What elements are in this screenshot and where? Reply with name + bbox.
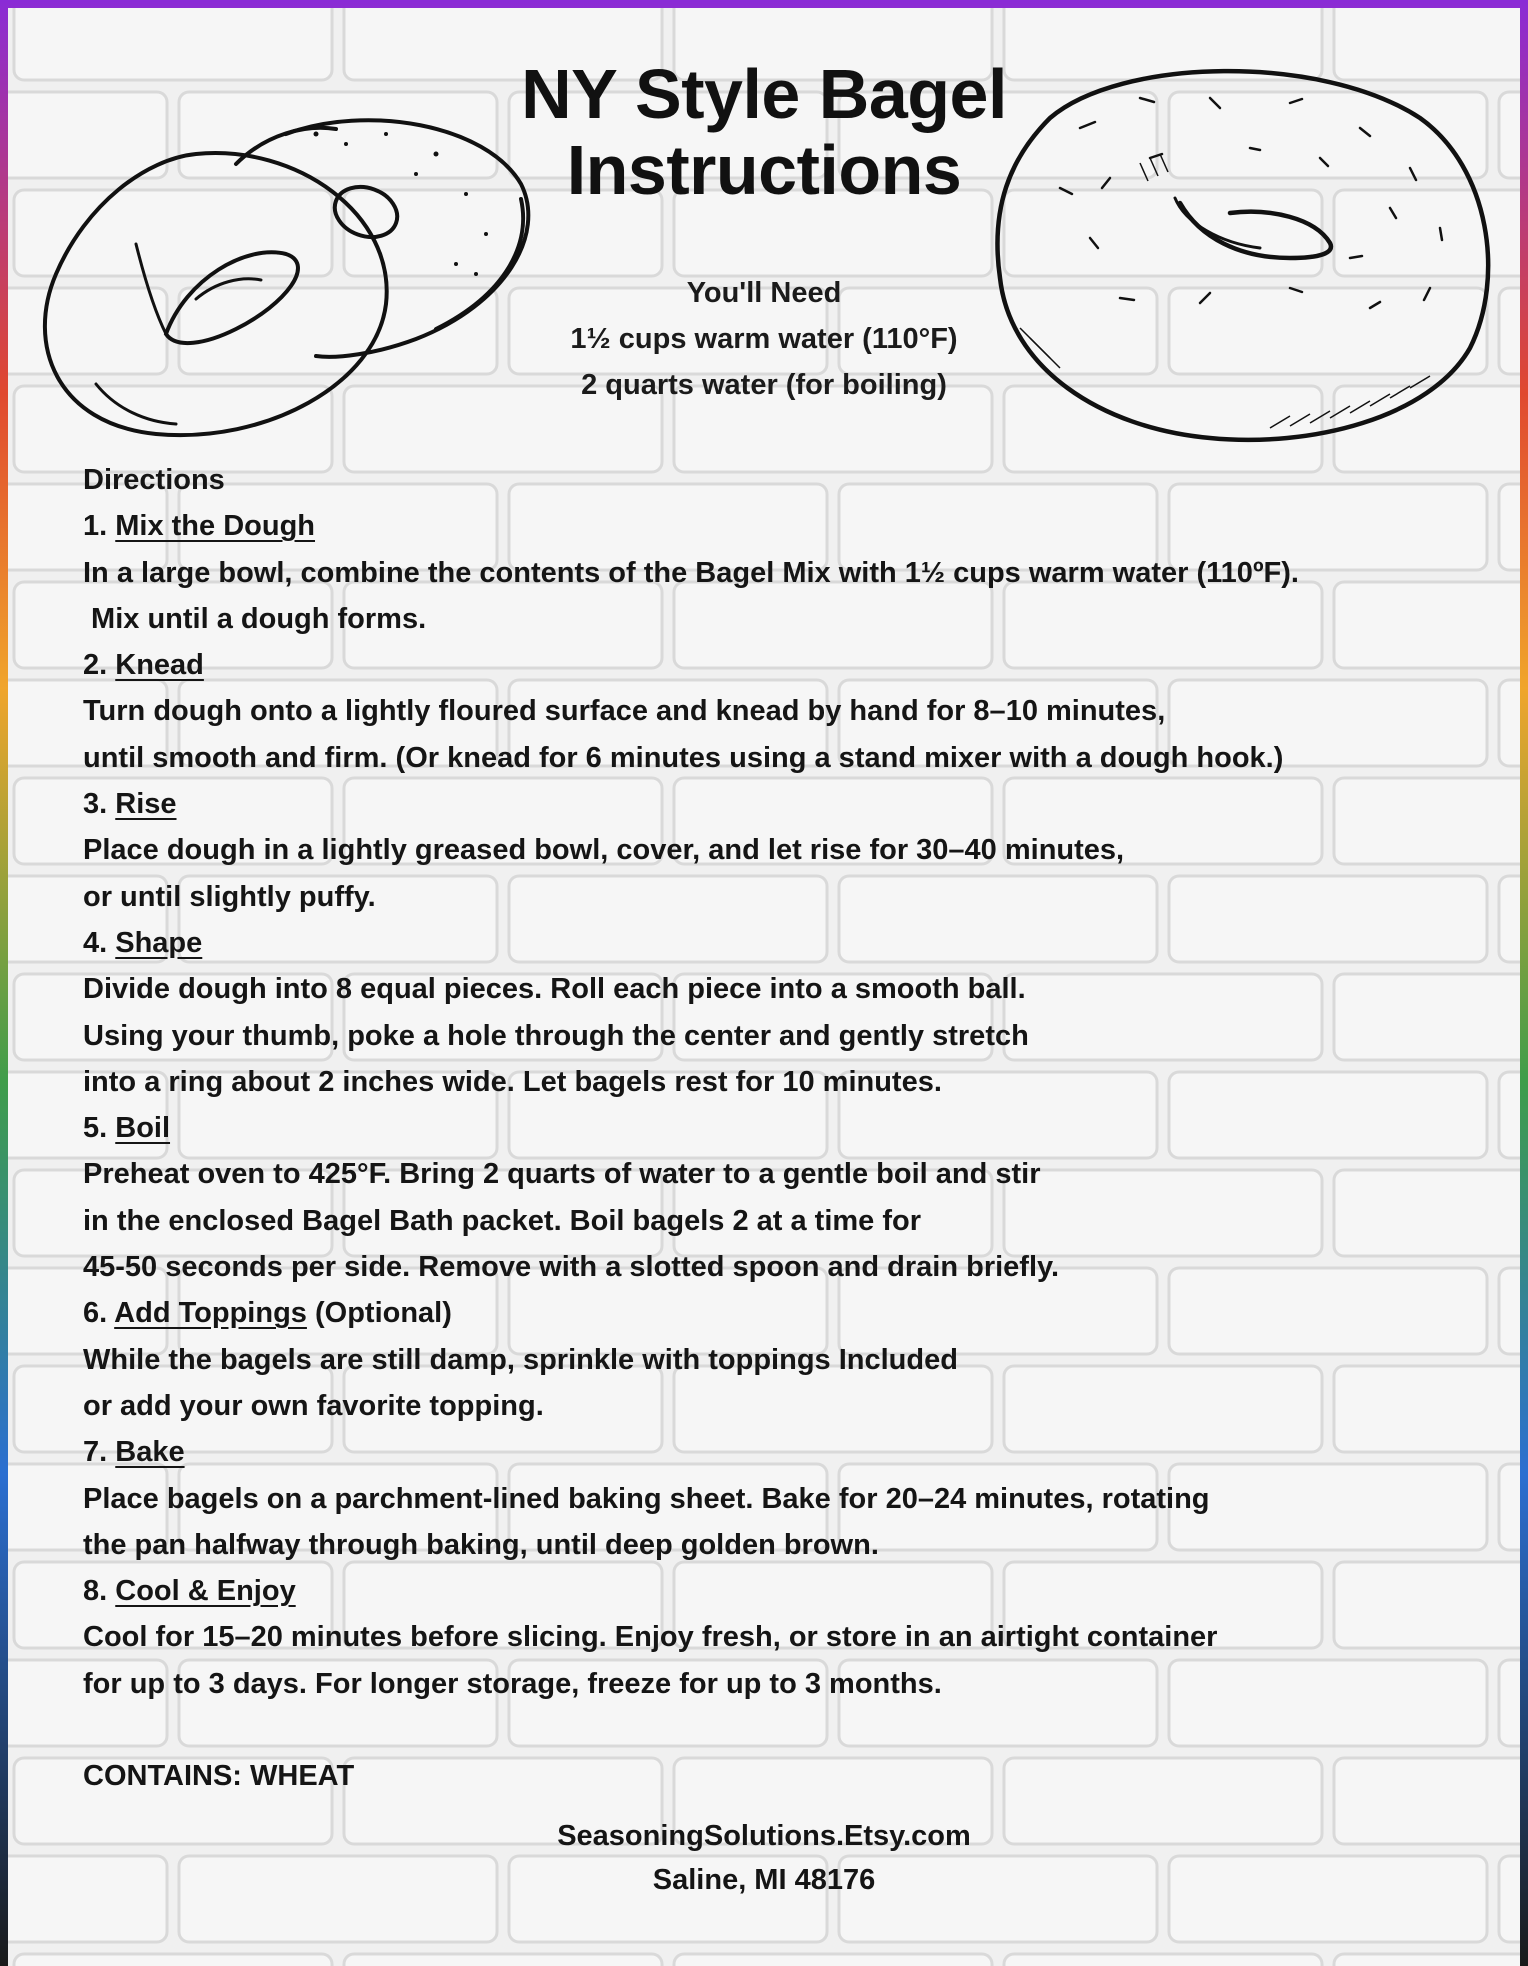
step-heading bbox=[83, 920, 1483, 966]
step-text-line: in the enclosed Bagel Bath packet. Boil bagels 2 at a time for bbox=[83, 1204, 921, 1237]
step-number: 5. bbox=[83, 1112, 108, 1145]
step-number: 2. bbox=[83, 649, 108, 682]
step-name: Mix the Dough bbox=[115, 510, 316, 543]
spacer bbox=[83, 1707, 1483, 1753]
step-heading bbox=[83, 1290, 1483, 1336]
step-heading bbox=[83, 1429, 1483, 1475]
page-title bbox=[8, 56, 1520, 208]
step-note: (Optional) bbox=[314, 1297, 452, 1330]
needs-item: 1½ cups warm water (110°F) bbox=[570, 323, 958, 355]
step-number: 7. bbox=[83, 1436, 108, 1469]
step-text-line: Mix until a dough forms. bbox=[83, 602, 427, 635]
footer-location: Saline, MI 48176 bbox=[652, 1864, 876, 1896]
step-text-line: While the bagels are still damp, sprinkle with toppings Included bbox=[83, 1343, 958, 1376]
footer bbox=[8, 1814, 1520, 1902]
step-name: Bake bbox=[115, 1436, 185, 1469]
step-text-line: Place bagels on a parchment-lined baking sheet. Bake for 20–24 minutes, rotating bbox=[83, 1482, 1210, 1515]
step-name: Knead bbox=[115, 649, 204, 682]
step-number: 3. bbox=[83, 788, 108, 821]
allergen-notice: CONTAINS: WHEAT bbox=[83, 1760, 355, 1793]
step-name: Cool & Enjoy bbox=[115, 1575, 296, 1608]
step-text-line: until smooth and firm. (Or knead for 6 minutes using a stand mixer with a dough hook.) bbox=[83, 741, 1284, 774]
step-heading bbox=[83, 1568, 1483, 1614]
step-name: Shape bbox=[115, 926, 203, 959]
step-text-line: or until slightly puffy. bbox=[83, 880, 376, 913]
step-text-line: Using your thumb, poke a hole through the center and gently stretch bbox=[83, 1019, 1029, 1052]
step-text-line: Place dough in a lightly greased bowl, cover, and let rise for 30–40 minutes, bbox=[83, 834, 1125, 867]
step-heading bbox=[83, 642, 1483, 688]
step-text-line: or add your own favorite topping. bbox=[83, 1389, 544, 1422]
directions-heading: Directions bbox=[83, 464, 225, 496]
step-text-line: Preheat oven to 425°F. Bring 2 quarts of water to a gentle boil and stir bbox=[83, 1158, 1041, 1191]
step-text-line: Divide dough into 8 equal pieces. Roll each piece into a smooth ball. bbox=[83, 973, 1026, 1006]
title-line-1: NY Style Bagel bbox=[521, 55, 1007, 133]
title-line-2: Instructions bbox=[566, 131, 962, 209]
footer-website: SeasoningSolutions.Etsy.com bbox=[557, 1820, 971, 1852]
needs-item: 2 quarts water (for boiling) bbox=[581, 369, 947, 401]
step-text-line: In a large bowl, combine the contents of the Bagel Mix with 1½ cups warm water (110ºF). bbox=[83, 556, 1299, 589]
needs-heading: You'll Need bbox=[686, 277, 842, 309]
step-heading bbox=[83, 781, 1483, 827]
step-name: Boil bbox=[115, 1112, 171, 1145]
recipe-card bbox=[8, 8, 1520, 1966]
step-heading bbox=[83, 1105, 1483, 1151]
step-text-line: for up to 3 days. For longer storage, freeze for up to 3 months. bbox=[83, 1667, 942, 1700]
step-name: Rise bbox=[115, 788, 177, 821]
step-heading bbox=[83, 503, 1483, 549]
step-number: 8. bbox=[83, 1575, 108, 1608]
step-text-line: Cool for 15–20 minutes before slicing. Enjoy fresh, or store in an airtight container bbox=[83, 1621, 1218, 1654]
ingredients-needed bbox=[8, 270, 1520, 408]
step-text-line: 45-50 seconds per side. Remove with a slotted spoon and drain briefly. bbox=[83, 1251, 1060, 1284]
step-name: Add Toppings bbox=[114, 1297, 307, 1330]
directions-section bbox=[83, 457, 1483, 1799]
step-number: 6. bbox=[83, 1297, 108, 1330]
steps-list bbox=[83, 503, 1483, 1707]
step-text-line: into a ring about 2 inches wide. Let bagels rest for 10 minutes. bbox=[83, 1065, 942, 1098]
step-number: 4. bbox=[83, 926, 108, 959]
step-text-line: Turn dough onto a lightly floured surface and knead by hand for 8–10 minutes, bbox=[83, 695, 1166, 728]
step-number: 1. bbox=[83, 510, 108, 543]
step-text-line: the pan halfway through baking, until deep golden brown. bbox=[83, 1528, 879, 1561]
